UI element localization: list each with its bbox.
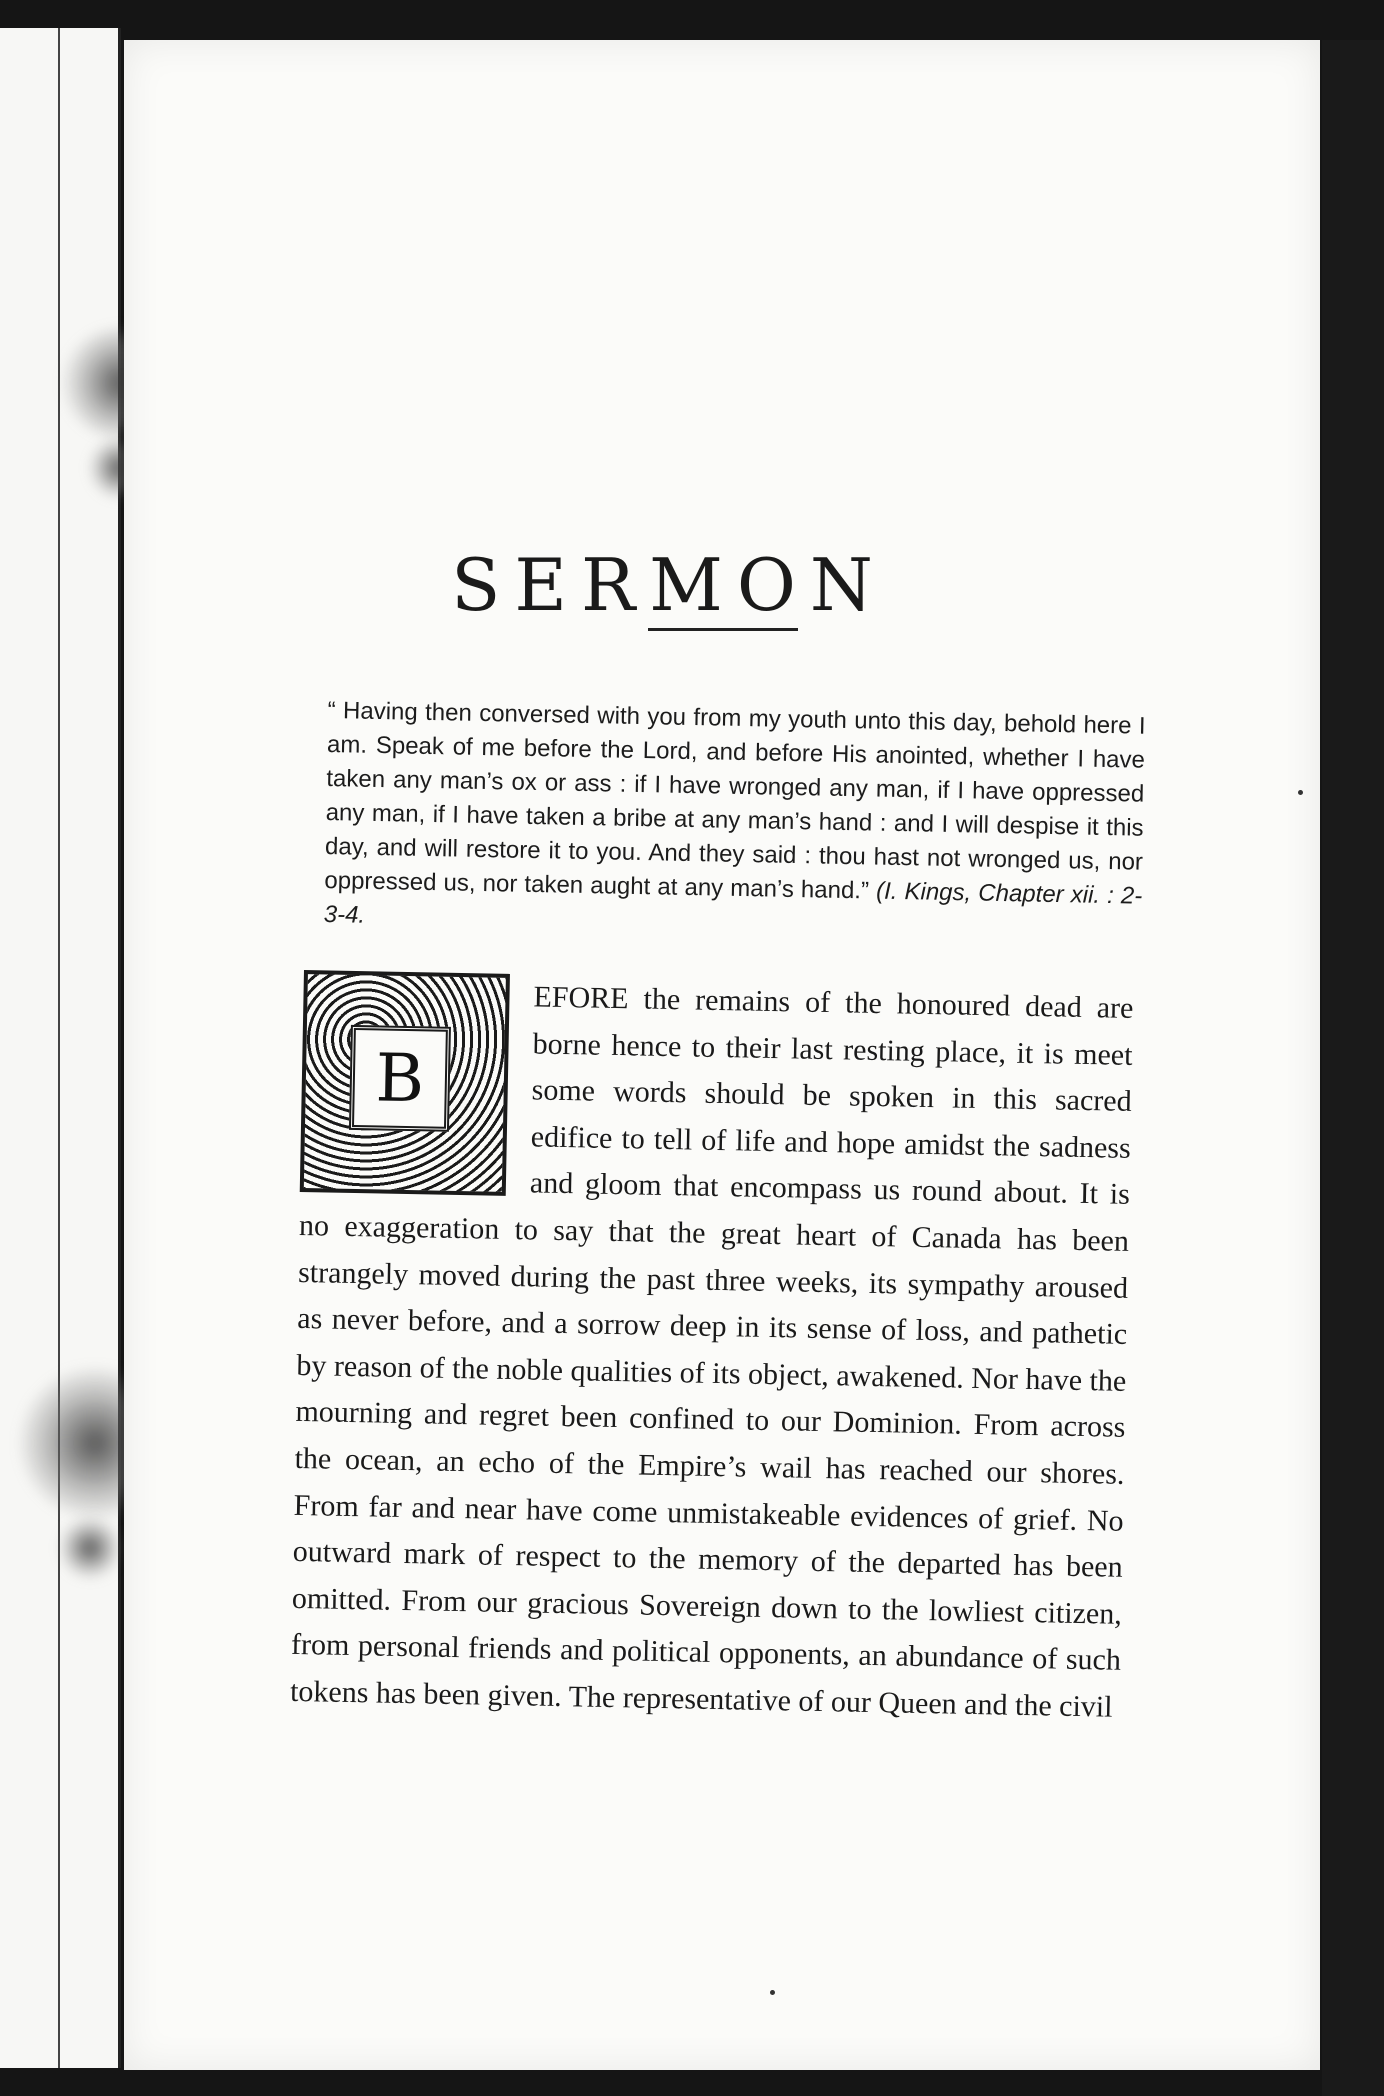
body-paragraph: EFORE the remains of the honoured dead are borne hence to their last resting place, it is meet some words should be spoken in this sacred edifice to tell of life and hope amidst the sadness and gloom that encompass us round about. It is no exaggeration to say that the great heart of Canada has been strangely moved during the past three weeks, its sympathy aroused as never before, and a sorrow deep in its sense of loss, and pathetic by reason of the noble qualities of its object, awakened. Nor have the mourning and regret been confined to our Dominion. From across the ocean, an echo of the Empire’s wail has reached our shores. From far and near have come unmistakeable evidences of grief. No outward mark of respect to the memory of the departed has been omitted. From our gracious Sovereign down to the lowliest citizen, from personal friends and political opponents, an abundance of such tokens has been given. The representative of our Queen and the civil	[289, 980, 1134, 1724]
previous-page-edge	[0, 28, 121, 2068]
drop-cap-letter: B	[349, 1025, 451, 1132]
title-rule	[648, 628, 798, 631]
sermon-body	[290, 970, 1134, 1731]
page-title: SERMON	[451, 543, 887, 628]
epigraph-reference: (I. Kings, Chapter xii. : 2-3-4.	[323, 877, 1143, 929]
dust-speck	[1298, 790, 1303, 795]
scan-background-right	[1322, 40, 1384, 2096]
ornamental-drop-cap	[300, 970, 510, 1196]
ink-blot	[60, 1518, 120, 1578]
epigraph-quote: “ Having then conversed with you from my youth unto this day, behold here I am. Speak of me before the Lord, and before His anointed, whether I have taken any man’s ox or ass : if I have wronged any man, if I have oppressed any man, if I have taken a bribe at any man’s hand : and I will despise it this day, and will restore it to you. And they said : thou hast not wronged us, nor oppressed us, nor taken aught at any man’s hand.”	[324, 696, 1146, 905]
dust-speck	[770, 1990, 775, 1995]
book-page	[124, 40, 1320, 2070]
page-fold-line	[58, 28, 60, 2068]
epigraph	[323, 694, 1145, 948]
